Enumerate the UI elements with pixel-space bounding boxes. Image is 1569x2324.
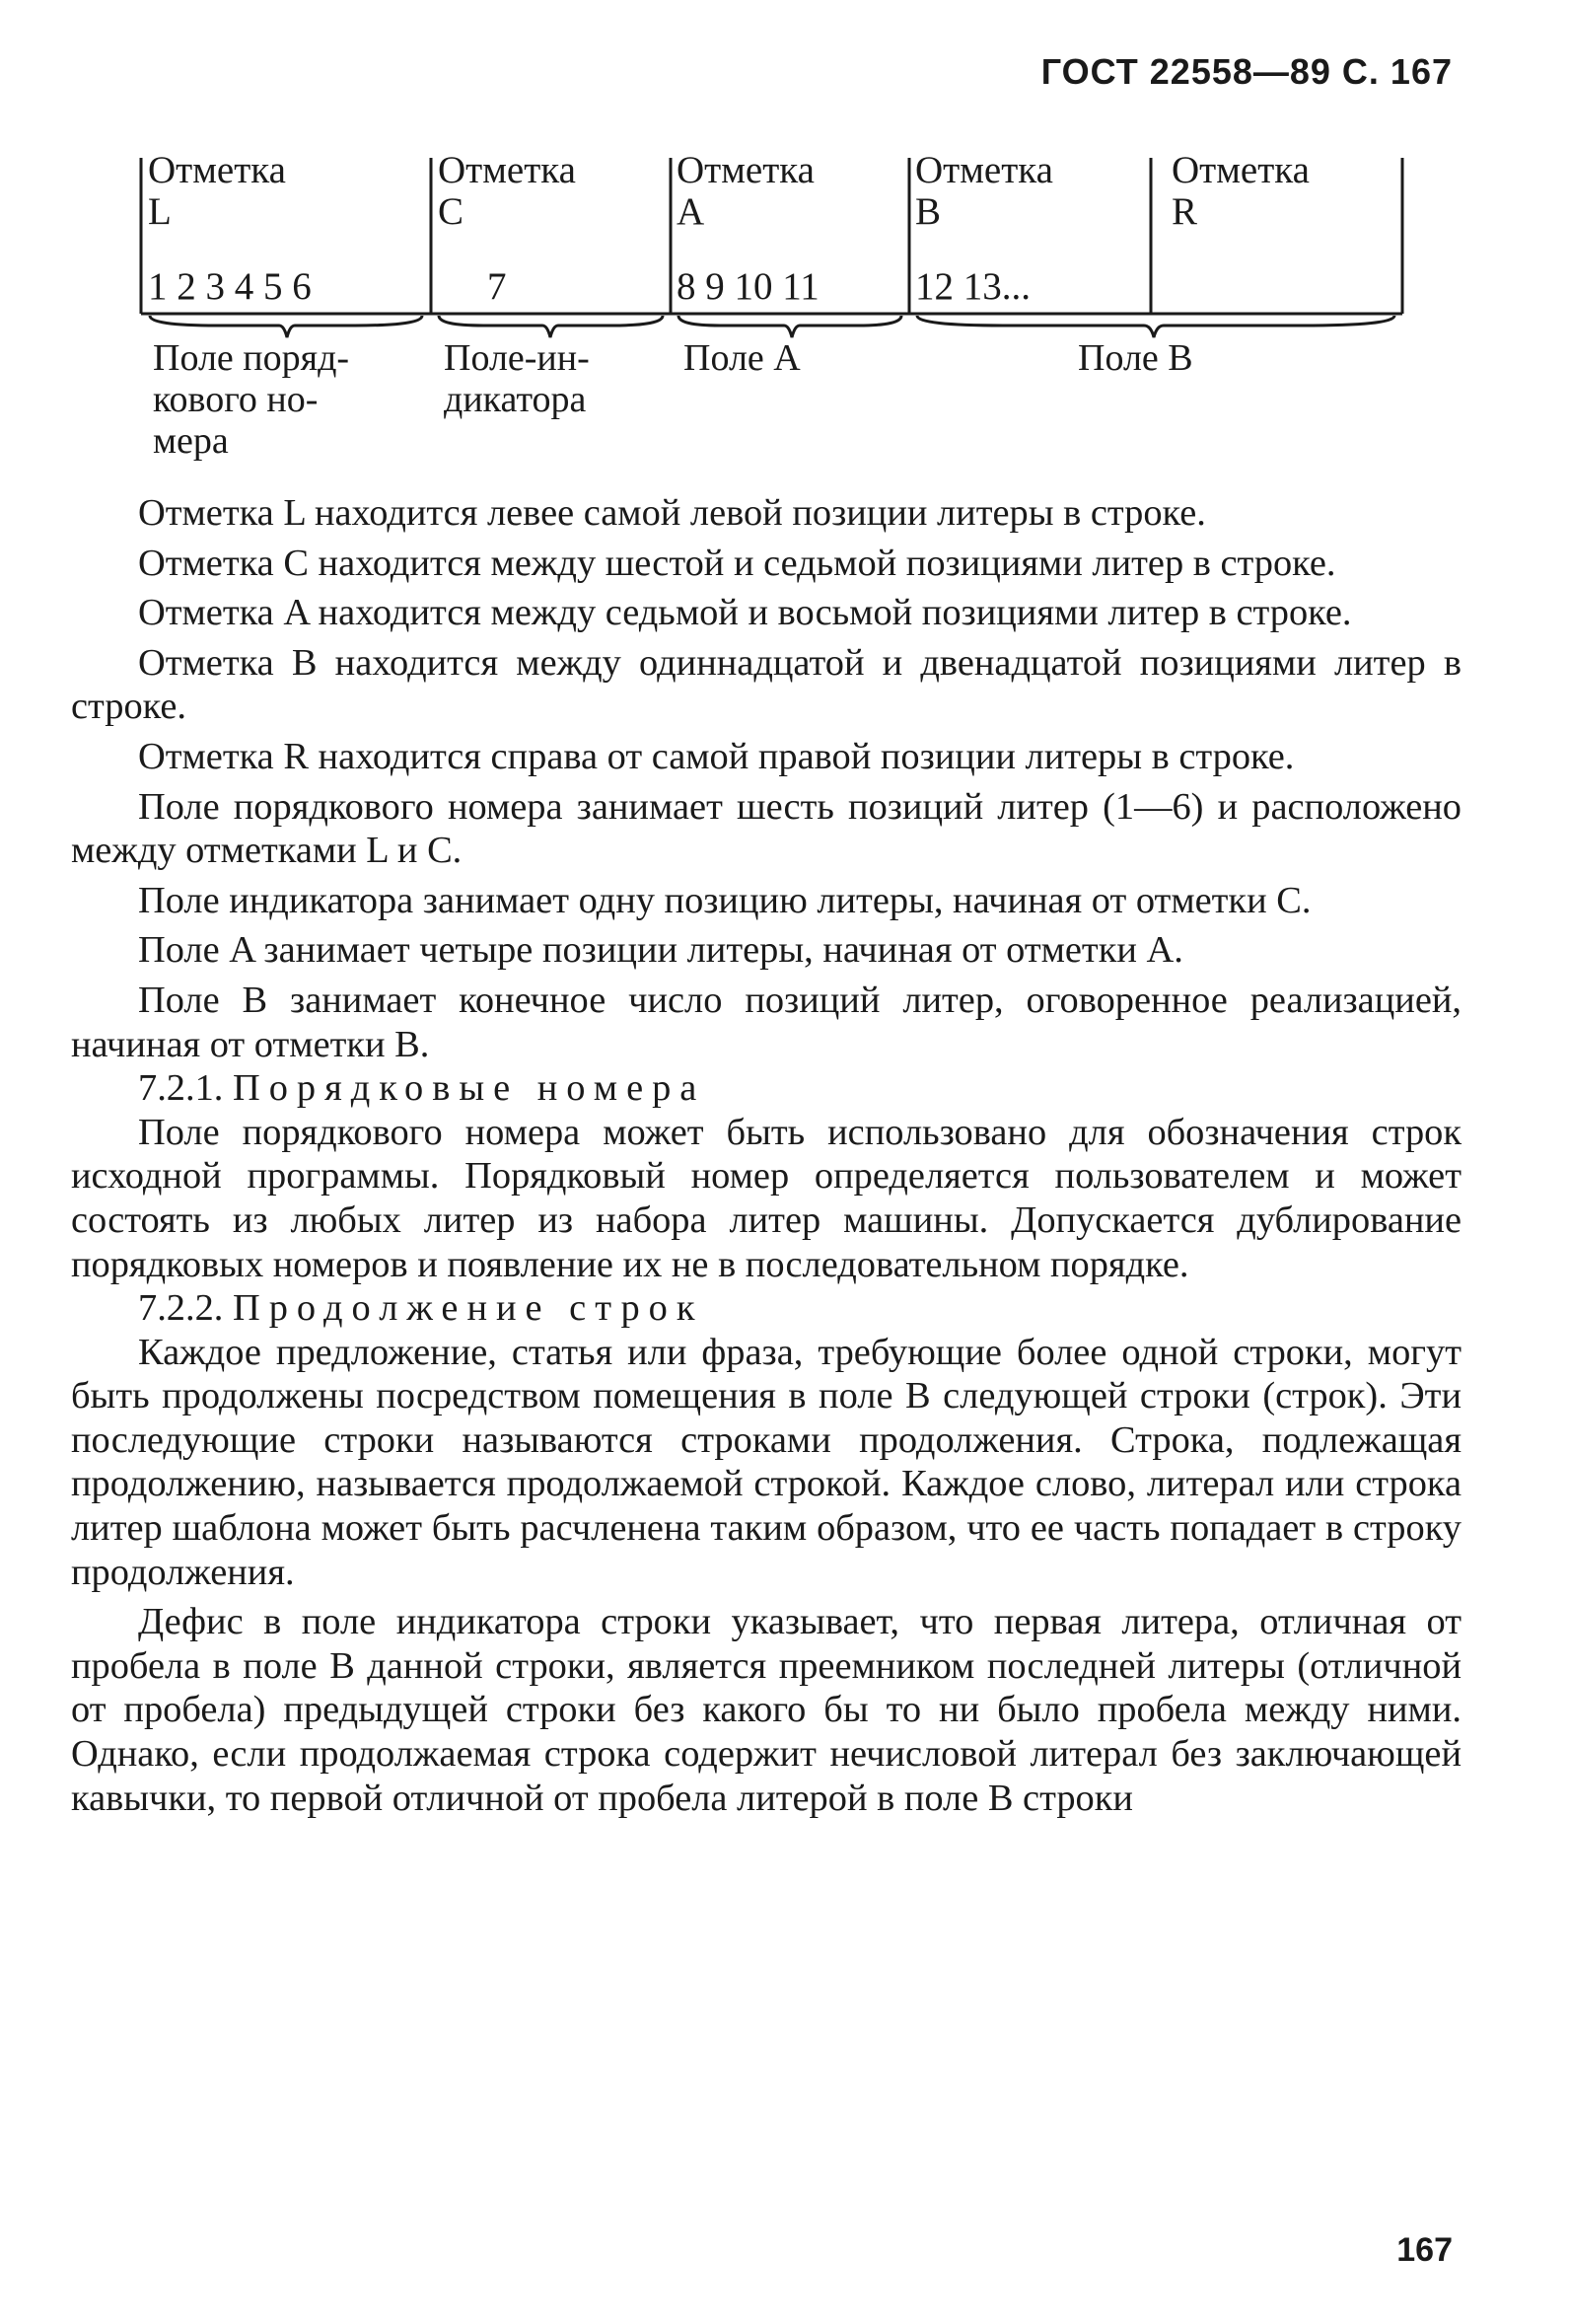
field-label-line: Поле A bbox=[683, 337, 801, 379]
field-label-line: мера bbox=[153, 420, 229, 462]
field-b-label bbox=[1078, 337, 1193, 379]
section-title: Продолжение строк bbox=[233, 1287, 704, 1330]
brace-field-a bbox=[678, 316, 901, 337]
paragraph-mark-b: Отметка B находится между одиннадцатой и двенадцатой позициями литер в строке. bbox=[71, 641, 1462, 728]
field-label-line: Поле-ин- bbox=[444, 337, 590, 379]
mark-r-cell bbox=[1172, 150, 1310, 233]
field-label-line: Поле B bbox=[1078, 337, 1193, 379]
paragraph-7-2-1: Поле порядкового номера может быть использовано для обозначения строк исходной программы. Порядковый номер определяется пользователем и может состоять из любых литер из набора литер машины. Допускается дублирование порядковых номеров и появление их не в последовательном порядке. bbox=[71, 1111, 1462, 1285]
mark-b-positions: 12 13... bbox=[915, 265, 1031, 308]
field-label-line: кового но- bbox=[153, 379, 319, 420]
line-format-diagram bbox=[0, 0, 1569, 473]
field-label-line: Поле поряд- bbox=[153, 337, 350, 379]
field-label-line: дикатора bbox=[444, 379, 587, 420]
mark-l-positions: 1 2 3 4 5 6 bbox=[148, 265, 312, 308]
mark-l-letter: L bbox=[148, 190, 172, 233]
sequence-field-label bbox=[153, 337, 349, 462]
mark-a-label: Отметка bbox=[677, 149, 815, 191]
mark-a-positions: 8 9 10 11 bbox=[677, 265, 820, 308]
brace-sequence-field bbox=[150, 316, 422, 337]
field-a-label bbox=[683, 337, 801, 379]
mark-l-label: Отметка bbox=[148, 149, 286, 191]
section-title: Порядковые номера bbox=[233, 1067, 706, 1110]
paragraph-mark-r: Отметка R находится справа от самой правой позиции литеры в строке. bbox=[138, 735, 1295, 777]
paragraph-7-2-2-hyphen: Дефис в поле индикатора строки указывает, что первая литера, отличная от пробела в поле B данной строки, является преемником последней литеры (отличной от пробела) предыдущей строки без какого бы то ни было пробела между ними. Однако, если продолжаемая строка содержит нечисловой литерал без заключающей кавычки, то первой отличной от пробела литерой в поле B строки bbox=[71, 1601, 1462, 1819]
mark-r-label: Отметка bbox=[1172, 149, 1310, 191]
paragraph-mark-c: Отметка C находится между шестой и седьмой позициями литер в строке. bbox=[138, 542, 1336, 584]
section-number: 7.2.1. bbox=[138, 1067, 224, 1110]
paragraph-field-b: Поле B занимает конечное число позиций литер, оговоренное реализацией, начиная от отметки B. bbox=[71, 979, 1462, 1065]
paragraph-sequence-field: Поле порядкового номера занимает шесть позиций литер (1—6) и расположено между отметками L и C. bbox=[71, 785, 1462, 872]
paragraph-field-a: Поле A занимает четыре позиции литеры, начиная от отметки A. bbox=[138, 929, 1183, 972]
paragraph-mark-a: Отметка A находится между седьмой и восьмой позициями литер в строке. bbox=[138, 592, 1352, 634]
indicator-field-label bbox=[444, 337, 590, 420]
mark-l-cell bbox=[148, 149, 312, 308]
mark-a-cell bbox=[677, 149, 820, 308]
mark-c-cell bbox=[438, 149, 576, 308]
body-text bbox=[71, 491, 1462, 1820]
section-heading-7-2-1 bbox=[71, 1066, 1462, 1111]
paragraph-7-2-2: Каждое предложение, статья или фраза, требующие более одной строки, могут быть продолжены посредством помещения в поле B следующей строки (строк). Эти последующие строки называются строками продолжения. Строка, подлежащая продолжению, называется продолжаемой строкой. Каждое слово, литерал или строка литер шаблона может быть расчленена таким образом, что ее часть попадает в строку продолжения. bbox=[71, 1331, 1462, 1593]
page-number: 167 bbox=[1396, 2231, 1453, 2269]
section-heading-7-2-2 bbox=[71, 1286, 1462, 1331]
mark-r-letter: R bbox=[1172, 190, 1198, 233]
mark-a-letter: A bbox=[677, 190, 705, 233]
mark-b-cell bbox=[915, 149, 1053, 308]
section-number: 7.2.2. bbox=[138, 1287, 224, 1330]
mark-c-positions: 7 bbox=[487, 265, 507, 308]
mark-b-letter: B bbox=[915, 190, 942, 233]
mark-c-letter: C bbox=[438, 190, 464, 233]
brace-field-b bbox=[917, 316, 1394, 337]
paragraph-mark-l: Отметка L находится левее самой левой позиции литеры в строке. bbox=[138, 492, 1206, 534]
paragraph-indicator-field: Поле индикатора занимает одну позицию литеры, начиная от отметки C. bbox=[138, 879, 1312, 921]
page-header: ГОСТ 22558—89 С. 167 bbox=[1040, 51, 1453, 92]
brace-indicator-field bbox=[439, 316, 663, 337]
mark-c-label: Отметка bbox=[438, 149, 576, 191]
mark-b-label: Отметка bbox=[915, 149, 1053, 191]
